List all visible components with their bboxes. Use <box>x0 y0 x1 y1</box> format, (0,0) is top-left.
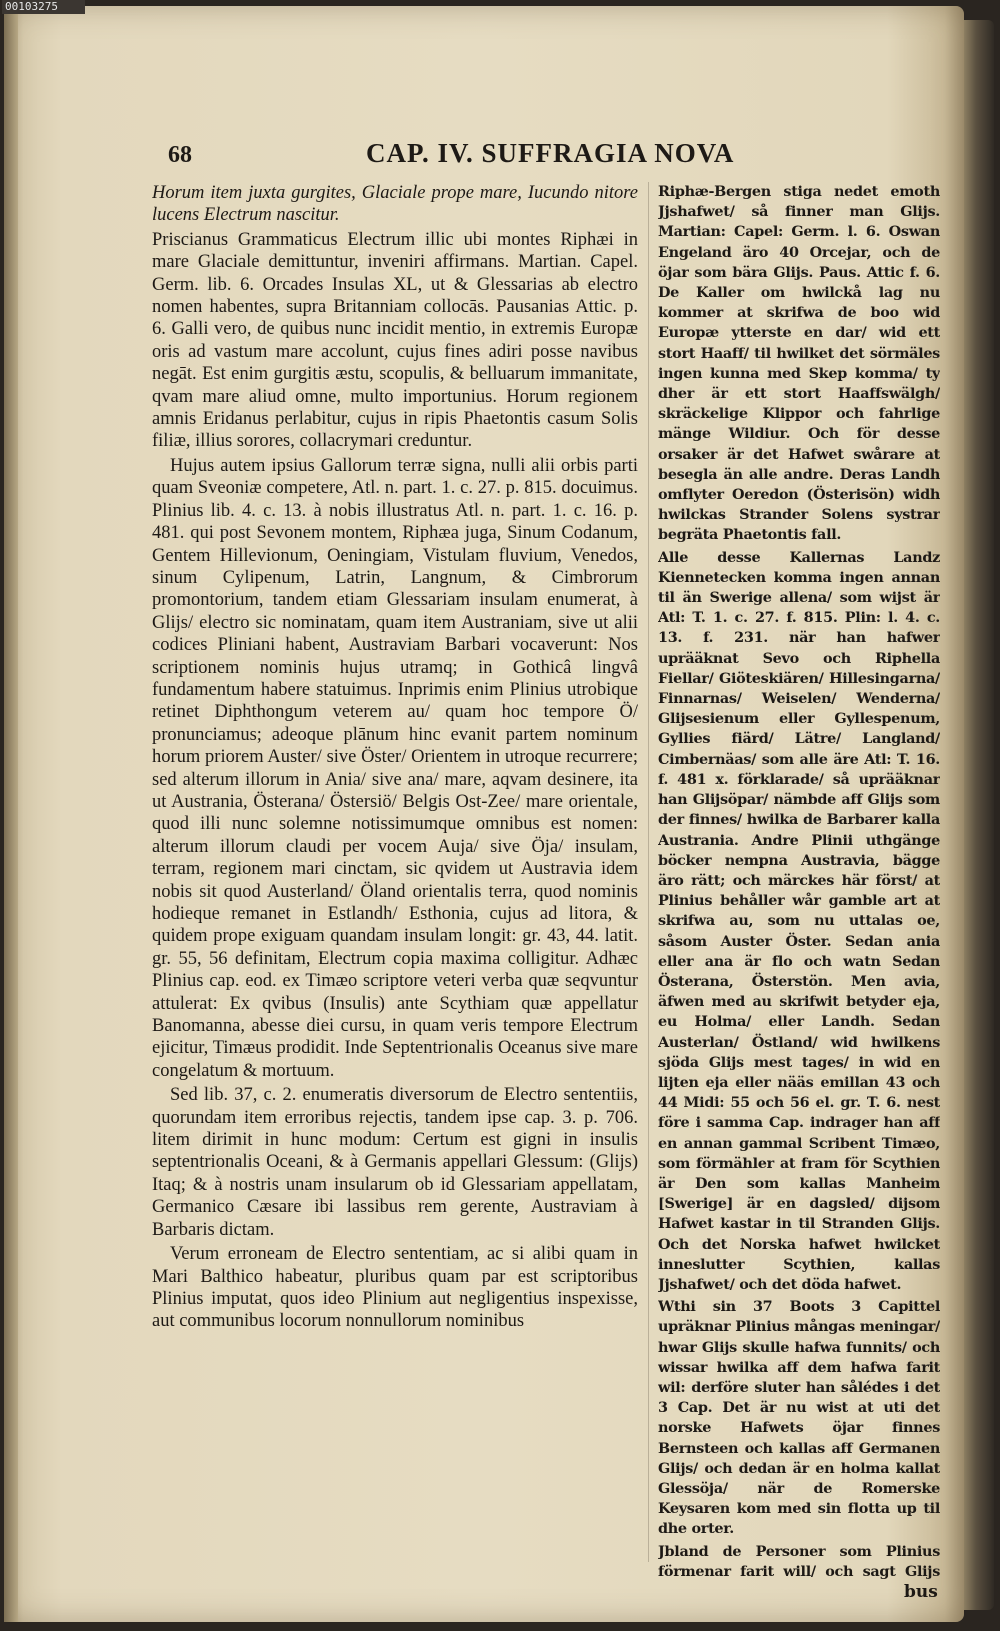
latin-paragraph: Verum erroneam de Electro sententiam, ac si alibi quam in Mari Balthico habeatur, pluribus quam par est scriptoribus Plinius imputat, quos ideo Plinium aut negligentius inspexisse, aut communibus locorum nonnullorum nominibus <box>152 1244 638 1332</box>
binding-gutter <box>4 6 18 1622</box>
catchword: bus <box>904 1582 938 1602</box>
page-edge-shadow <box>964 20 994 1610</box>
column-divider <box>648 182 649 1562</box>
latin-column <box>152 182 638 1582</box>
running-head: CAP. IV. SUFFRAGIA NOVA <box>366 138 735 168</box>
latin-paragraph: Hujus autem ipsius Gallorum terræ signa, nulli alii orbis parti quam Sveoniæ competere, Atl. n. part. 1. c. 27. p. 815. docuimus. Plinius lib. 4. c. 13. à nobis illustratus Atl. n. part. 1. c. 16. p. 481. qui post Sevonem montem, Riphæa juga, Sinum Codanum, Gentem Hillevionum, Oeningiam, Vistulam fluvium, Venedos, sinum Cylipenum, Latrin, Langnum, & Cimbrorum promontorium, tandem etiam Glessariam insulam enumerat, à Glijs/ electro sic nominatam, quam item Austraniam, sive ut alii codices Pliniani habent, Austraviam Barbari vocaverunt: Nos scriptionem nominis hujus utramq; in Gothicâ lingvâ fundamentum habere statuimus. Inprimis enim Plinius utrobique retinet Diphthongum veterem au/ quam hoc tempore Ö/ pronunciamus; adeoque plānum hinc evanit partem nominum horum priorem Auster/ sive Öster/ Orientem in utroque recurrere; sed alterum illorum in Ania/ sive ana/ mare, aqvam desinere, ita ut Austrania, Österana/ Östersiö/ Belgis Ost-Zee/ mare orientale, quod illi nunc solemne notissimumque omnibus est nomen: alterum illorum claudi per vocem Auja/ sive Öja/ insulam, terram, regionem mari cinctam, sic qvidem ut Austravia idem nobis sit quod Austerland/ Öland orientalis terra, quod nominis hodieque remanet in Estlandh/ Esthonia, cujus ad litora, & quidem prope exiguam quandam insulam longit: gr. 43, 44. latit. gr. 55, 56 definitam, Electrum copia maxima colligitur. Adhæc Plinius cap. eod. ex Timæo scriptore veteri verba quæ seqvuntur attulerat: Ex qvibus (Insulis) ante Scythiam quæ appellatur Banomanna, abesse diei cursu, in quam veris tempore Electrum ejicitur, Timæus prodidit. Inde Septentrionalis Oceanus sive mare congelatum & mortuum. <box>152 455 638 1081</box>
latin-paragraph: Priscianus Grammaticus Electrum illic ubi montes Riphæi in mare Glaciale demittuntur, inveniri affirmans. Martian. Capel. Germ. lib. 6. Orcades Insulas XL, ut & Glessarias ab electro nomen habentes, supra Britanniam collocās. Pausanias Attic. p. 6. Galli vero, de quibus nunc incidit mentio, in extremis Europæ oris ad vastum mare accolunt, cujus fines adiri posse navibus negāt. Est enim gurgitis æstu, scopulis, & belluarum immanitate, qvam mare aliud omne, multo importunius. Horum regionem amnis Eridanus perlabitur, cujus in ripis Phaetontis casum Solis filiæ, illius sorores, collacrymari creduntur. <box>152 229 638 452</box>
swedish-paragraph: Jbland de Personer som Plinius förmenar farit will/ och sagt Glijs <box>658 1542 940 1580</box>
swedish-paragraph: Wthi sin 37 Boots 3 Capittel upräknar Plinius mångas meningar/ hwar Glijs skulle hafwa funnits/ och wissar hwilka aff dem hafwa farit wil: derföre sluter han sålédes i det 3 Cap. Det är nu wist at uti det norske Hafwets öjar finnes Bernsteen och kallas aff Germanen Glijs/ och dedan är en holma kallat Glessöja/ när de Romerske Keysaren kom med sin flotta up til dhe orter. <box>658 1298 940 1538</box>
swedish-column <box>658 182 940 1582</box>
latin-paragraph: Sed lib. 37, c. 2. enumeratis diversorum de Electro sententiis, quorundam item erroribus rejectis, tandem ipse cap. 3. p. 706. litem dirimit in hunc modum: Certum est gigni in insulis septentrionalis Oceani, & à Germanis appellari Glessum: (Glijs) Itaq; & à nostris unam insularum ob id Glessariam appellatam, Germanico Cæsare ibi lassibus rem gerente, Austraviam à Barbaris dictam. <box>152 1085 638 1240</box>
swedish-paragraph: Riphæ-Bergen stiga nedet emoth Jjshafwet/ så finner man Glijs. Martian: Capel: Germ. l. 6. Oswan Engeland äro 40 Orcejar, och de öjar som bära Glijs. Paus. Attic f. 6. De Kaller om hwilckå lag nu kommer at skrifwa de boo wid Europæ ytterste en dar/ wid ett stort Haaff/ til hwilket det sörmäles ingen kunna med Skep komma/ ty dher är ett stort Haaffswälgh/ skräckelige Klippor och fahrlige mänge Wildiur. Och för desse orsaker är det Hafwet swårare at besegla än alle andre. Deras Landh omflyter Oeredon (Österisön) widh hwilckas Strander Solens systrar begräta Phaetontis fall. <box>658 183 940 544</box>
latin-verse: Horum item juxta gurgites, Glaciale prope mare, Iucundo nitore lucens Electrum nascitur. <box>152 183 638 226</box>
page-number: 68 <box>168 142 192 168</box>
swedish-paragraph: Alle desse Kallernas Landz Kiennetecken komma ingen annan til än Swerige allena/ som wijst är Atl: T. 1. c. 27. f. 815. Plin: l. 4. c. 13. f. 231. när han hafwer uprääknat Sevo och Riphella Fiellar/ Giöteskiären/ Hillesingarna/ Finnarnas/ Weiselen/ Wenderna/ Glijsesienum eller Gyllespenum, Gyllies fiärd/ Lätre/ Langland/ Cimbernäas/ som alle äre Atl: T. 16. f. 481 x. förklarade/ så uprääknar han Glijsöpar/ nämbde aff Glijs som der finnes/ hwilka de Barbarer kalla Austrania. Andre Plinii uthgänge böcker nempna Austravia, bägge äro rätt; och märckes här först/ at Plinius behåller wår gamble art at skrifwa au, som nu uttalas oe, såsom Auster Öster. Sedan ania eller ana är flo och watn Sedan Österana, Österstön. Men avia, äfwen med au skrifwit betyder eja, eu Holma/ eller Landh. Sedan Austerlan/ Östland/ wid hwilkens sjöda Glijs mest tages/ in wid en lijten eja eller nääs emillan 43 och 44 Midi: 55 och 56 el. gr. T. 6. nest före i samma Cap. indrager han aff en annan gammal Scribent Timæo, som förmähler at fram för Scythien är Den som kallas Manheim [Swerige] är en dagsled/ dijsom Hafwet kastar in til Stranden Glijs. Och det Norska hafwet hwilcket inneslutter Scythien, kallas Jjshafwet/ och det döda hafwet. <box>658 548 940 1293</box>
scan-id-label: 00103275 <box>2 0 85 14</box>
page-header <box>168 138 735 174</box>
